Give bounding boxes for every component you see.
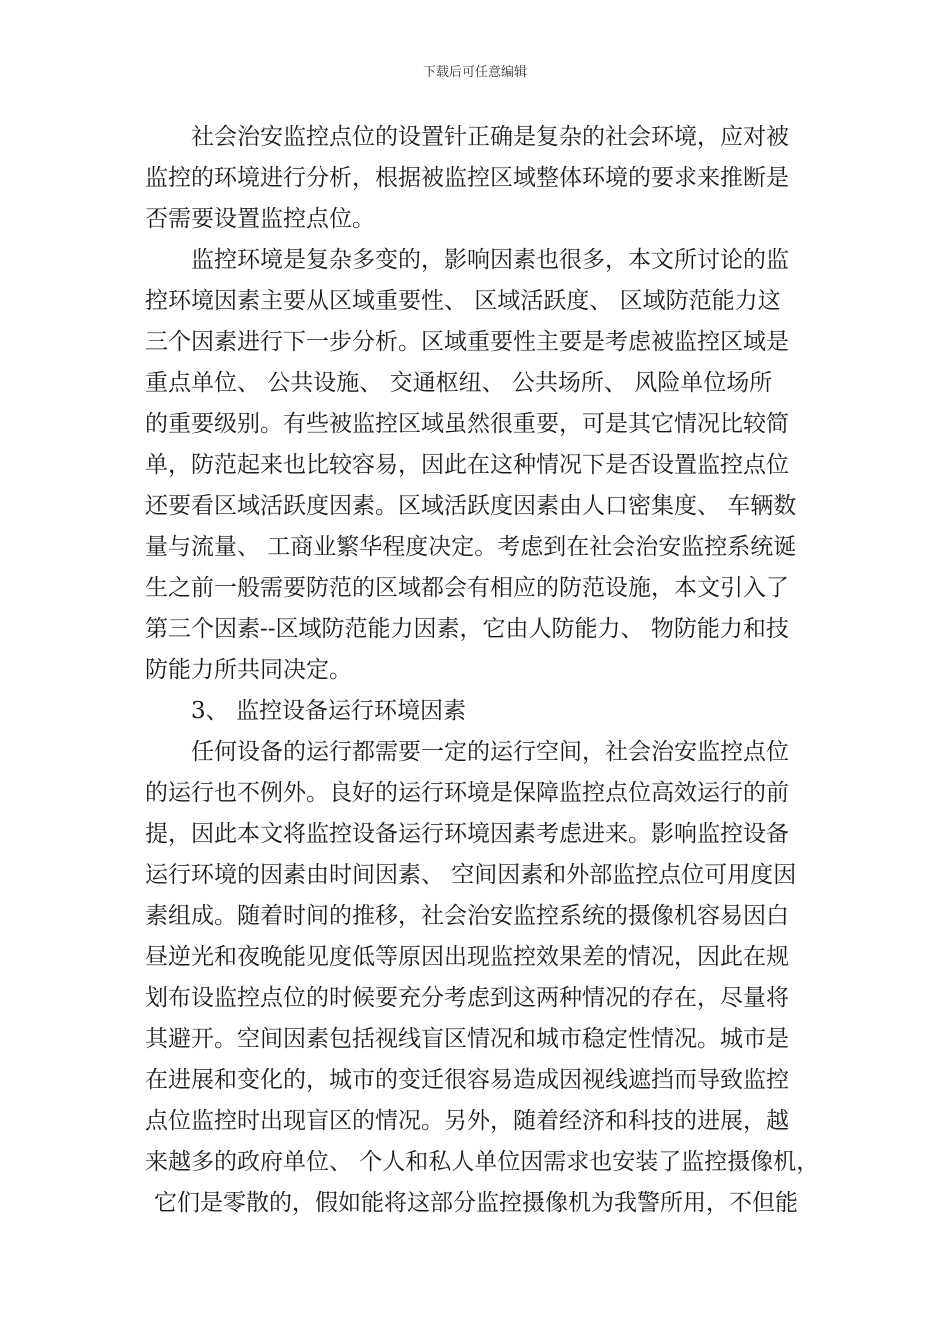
text-line: 防能力所共同决定。 <box>145 657 352 683</box>
text-line: 其避开。空间因素包括视线盲区情况和城市稳定性情况。城市是 <box>145 1026 789 1052</box>
section-heading: 3、 监控设备运行环境因素 <box>191 698 466 724</box>
text-line: 社会治安监控点位的设置针正确是复杂的社会环境，应对被 <box>191 124 789 150</box>
document-body <box>145 117 820 1224</box>
text-line: 三个因素进行下一步分析。区域重要性主要是考虑被监控区域是 <box>145 329 789 355</box>
text-line: 素组成。随着时间的推移，社会治安监控系统的摄像机容易因白 <box>145 903 789 929</box>
text-line: 的运行也不例外。良好的运行环境是保障监控点位高效运行的前 <box>145 780 789 806</box>
text-line: 在进展和变化的，城市的变迁很容易造成因视线遮挡而导致监控 <box>145 1067 789 1093</box>
text-line: 监控环境是复杂多变的，影响因素也很多，本文所讨论的监 <box>191 247 789 273</box>
text-line: 控环境因素主要从区域重要性、 区域活跃度、 区域防范能力这 <box>145 288 781 314</box>
text-line: 提，因此本文将监控设备运行环境因素考虑进来。影响监控设备 <box>145 821 789 847</box>
text-line: 否需要设置监控点位。 <box>145 206 375 232</box>
page-header: 下载后可任意编辑 <box>422 65 527 80</box>
text-line: 点位监控时出现盲区的情况。另外，随着经济和科技的进展，越 <box>145 1108 789 1134</box>
text-line: 的重要级别。有些被监控区域虽然很重要，可是其它情况比较简 <box>145 411 789 437</box>
text-line: 生之前一般需要防范的区域都会有相应的防范设施，本文引入了 <box>145 575 789 601</box>
text-line: 监控的环境进行分析，根据被监控区域整体环境的要求来推断是 <box>145 165 789 191</box>
text-line: 量与流量、 工商业繁华程度决定。考虑到在社会治安监控系统诞 <box>145 534 797 560</box>
text-line: 第三个因素--区域防范能力因素，它由人防能力、 物防能力和技 <box>145 616 789 642</box>
text-line: 划布设监控点位的时候要充分考虑到这两种情况的存在，尽量将 <box>145 985 789 1011</box>
text-line: 昼逆光和夜晚能见度低等原因出现监控效果差的情况，因此在规 <box>145 944 789 970</box>
text-line: 来越多的政府单位、 个人和私人单位因需求也安装了监控摄像机， <box>145 1149 820 1175</box>
text-line: 重点单位、 公共设施、 交通枢纽、 公共场所、 风险单位场所 <box>145 370 773 396</box>
text-line: 单，防范起来也比较容易，因此在这种情况下是否设置监控点位 <box>145 452 789 478</box>
text-line: 它们是零散的，假如能将这部分监控摄像机为我警所用，不但能 <box>154 1190 798 1216</box>
text-line: 运行环境的因素由时间因素、 空间因素和外部监控点位可用度因 <box>145 862 797 888</box>
text-line: 还要看区域活跃度因素。区域活跃度因素由人口密集度、 车辆数 <box>145 493 797 519</box>
text-line: 任何设备的运行都需要一定的运行空间，社会治安监控点位 <box>191 739 789 765</box>
